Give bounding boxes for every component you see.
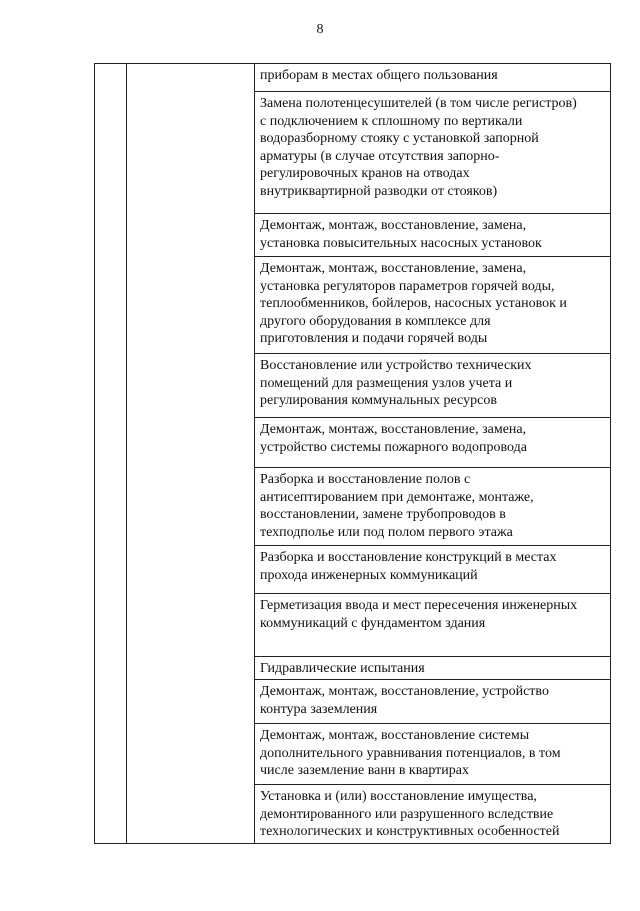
cell-text-line: контура заземления (260, 701, 378, 717)
cell-text-line: установка повысительных насосных установок (260, 235, 542, 251)
cell-text-line: приборам в местах общего пользования (260, 68, 498, 83)
cell-text-line: Демонтаж, монтаж, восстановление, замена, (260, 261, 527, 276)
table-row (255, 546, 610, 594)
cell-text-line: коммуникаций с фундаментом здания (260, 615, 486, 631)
table-row (255, 468, 610, 546)
table-row (255, 594, 610, 657)
cell-text-line: Замена полотенцесушителей (в том числе регистров) (260, 96, 577, 111)
cell-text-line: Разборка и восстановление конструкций в местах (260, 550, 557, 565)
cell-text-line: антисептированием при демонтаже, монтаже, (260, 489, 534, 505)
cell-text-line: технологических и конструктивных особенностей (260, 824, 560, 839)
table-row (255, 214, 610, 257)
table-row (255, 64, 610, 92)
table-row (255, 785, 610, 845)
table-row (255, 680, 610, 724)
cell-text-line: помещений для размещения узлов учета и (260, 375, 513, 391)
cell-text-line: с подключением к сплошному по вертикали (260, 113, 523, 129)
table-row (255, 418, 610, 468)
page-number: 8 (316, 22, 324, 37)
cell-text-line: Демонтаж, монтаж, восстановление, замена, (260, 218, 527, 233)
cell-text-line: Демонтаж, монтаж, восстановление системы (260, 728, 530, 743)
cell-text-line: дополнительного уравнивания потенциалов, в том (260, 745, 561, 761)
cell-text-line: прохода инженерных коммуникаций (260, 567, 478, 583)
cell-text-line: Демонтаж, монтаж, восстановление, устройство (260, 684, 549, 699)
table-row (255, 354, 610, 418)
cell-text-line: водоразборному стояку с установкой запорной (260, 131, 539, 146)
cell-text-line: Гидравлические испытания (260, 661, 425, 676)
cell-text-line: установка регуляторов параметров горячей воды, (260, 278, 555, 294)
cell-text-line: внутриквартирной разводки от стояков) (260, 183, 498, 199)
table-column-category (127, 64, 255, 843)
cell-text-line: арматуры (в случае отсутствия запорно- (260, 148, 500, 164)
cell-text-line: демонтированного или разрушенного вследствие (260, 806, 554, 822)
work-table (94, 63, 611, 844)
table-row (255, 724, 610, 785)
cell-text-line: восстановлении, замене трубопроводов в (260, 507, 506, 522)
cell-text-line: Установка и (или) восстановление имущества, (260, 789, 537, 804)
cell-text-line: Разборка и восстановление полов с (260, 472, 471, 487)
cell-text-line: техподполье или под полом первого этажа (260, 524, 513, 540)
cell-text-line: Демонтаж, монтаж, восстановление, замена, (260, 422, 527, 437)
cell-text-line: регулирования коммунальных ресурсов (260, 393, 497, 408)
table-row (255, 92, 610, 214)
cell-text-line: числе заземление ванн в квартирах (260, 763, 470, 778)
table-row (255, 657, 610, 680)
cell-text-line: Герметизация ввода и мест пересечения инженерных (260, 598, 578, 613)
cell-text-line: теплообменников, бойлеров, насосных установок и (260, 296, 567, 311)
cell-text-line: устройство системы пожарного водопровода (260, 439, 527, 455)
cell-text-line: приготовления и подачи горячей воды (260, 331, 488, 346)
table-column-number (95, 64, 127, 843)
cell-text-line: регулировочных кранов на отводах (260, 166, 470, 181)
cell-text-line: Восстановление или устройство технических (260, 358, 532, 373)
cell-text-line: другого оборудования в комплексе для (260, 313, 491, 329)
table-column-works (255, 64, 610, 843)
table-row (255, 257, 610, 354)
